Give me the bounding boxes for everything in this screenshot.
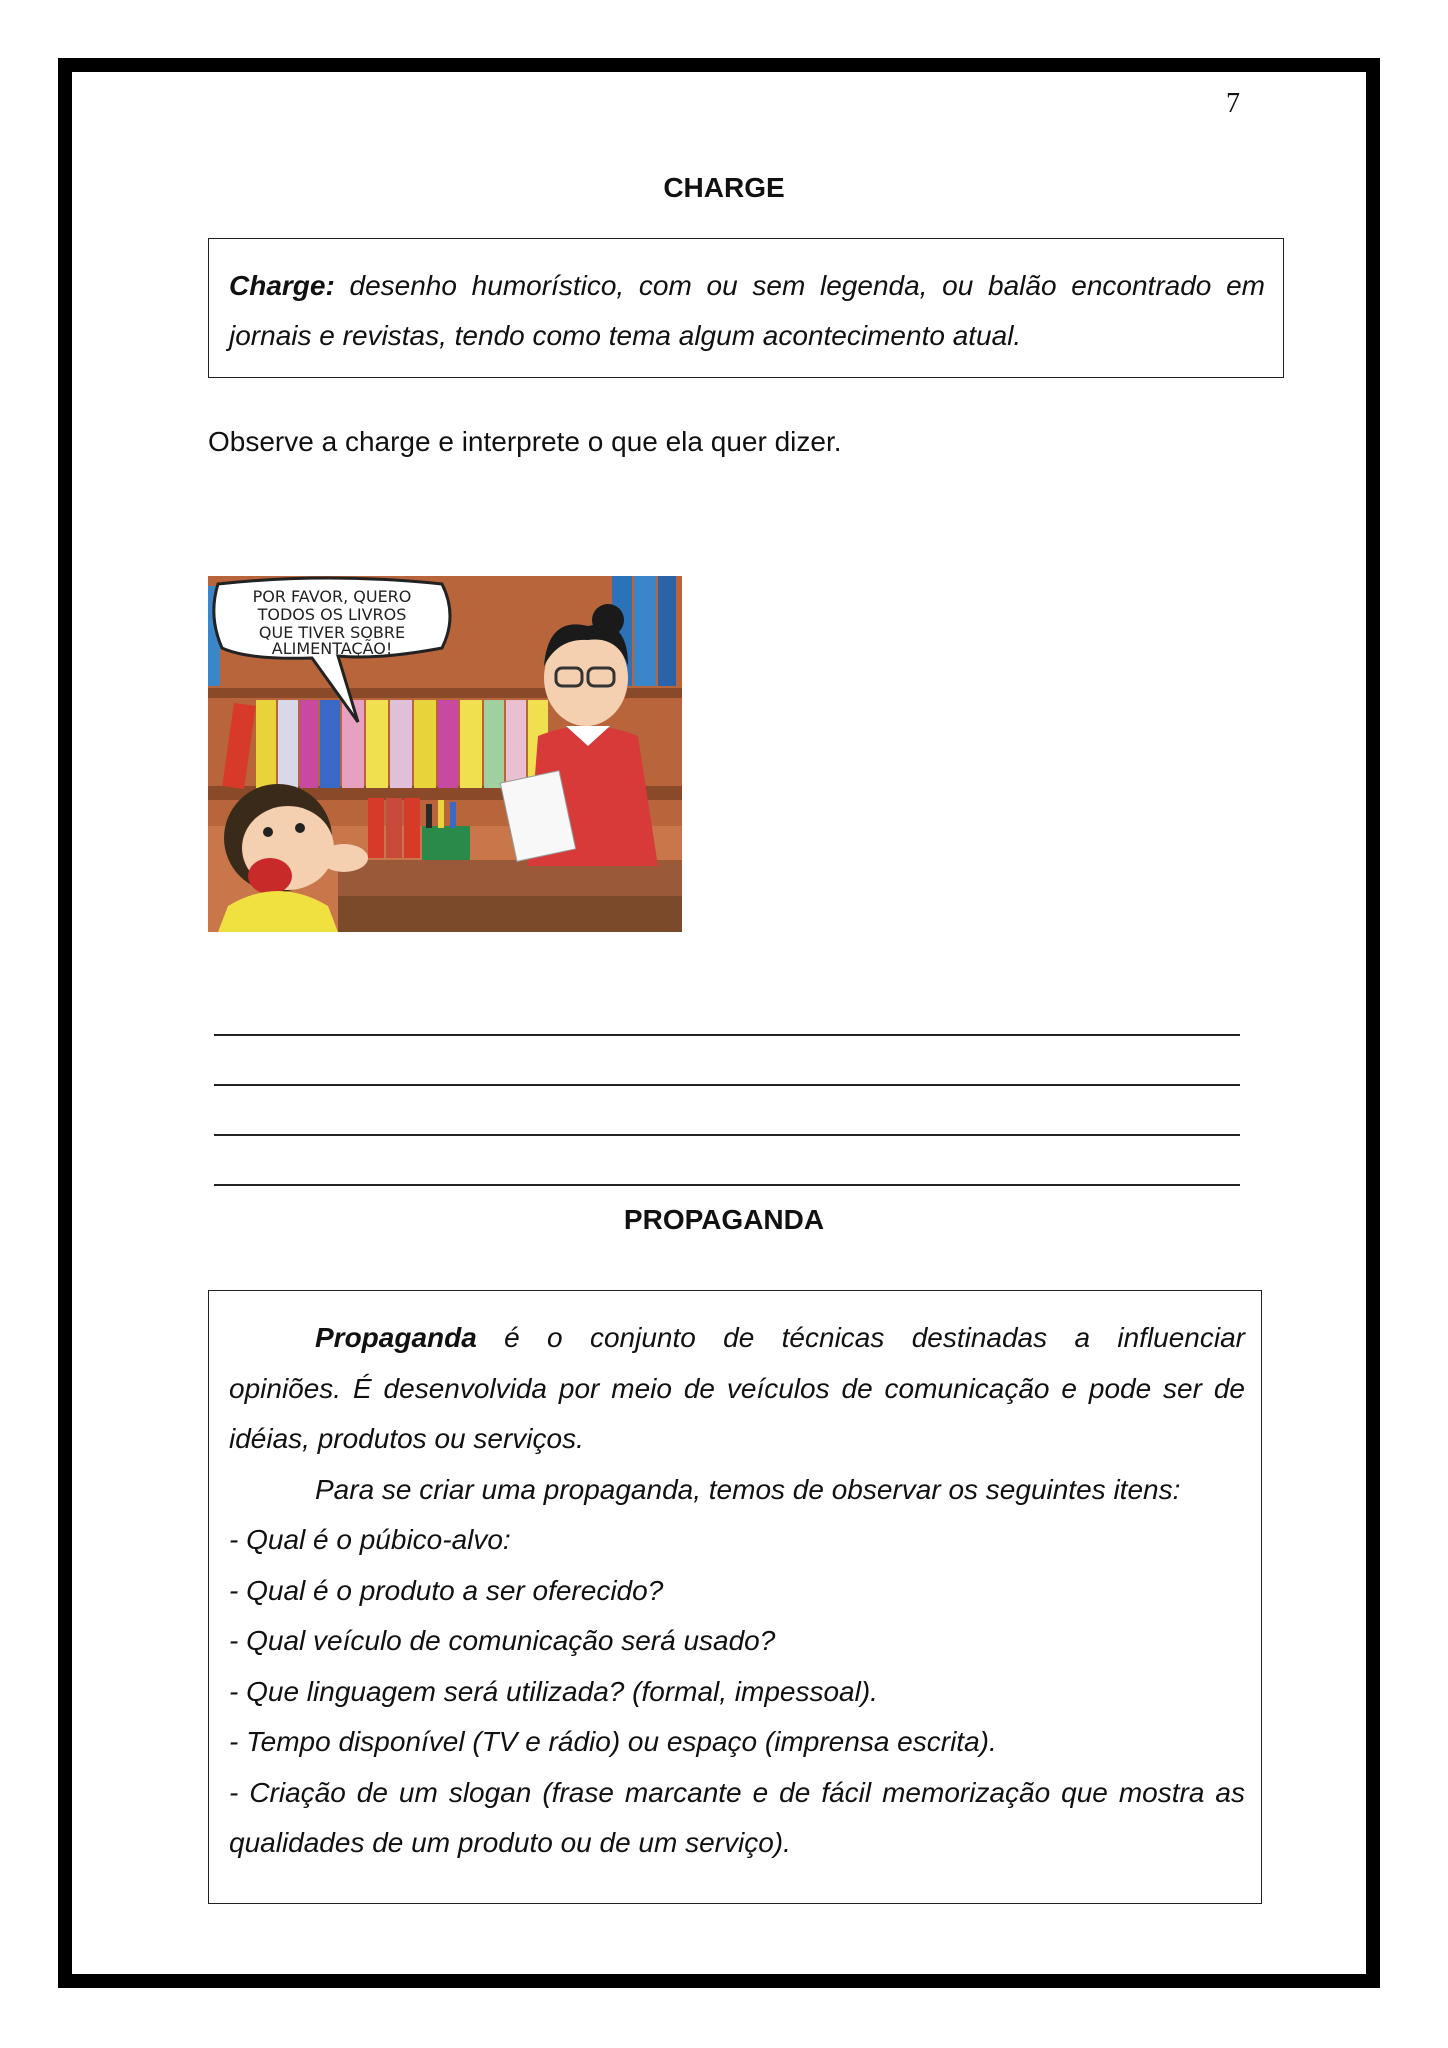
answer-line[interactable] (214, 1134, 1240, 1136)
charge-definition-term: Charge: (229, 270, 335, 301)
comic-speech-line-2: TODOS OS LIVROS (257, 605, 407, 624)
page-number: 7 (1226, 88, 1240, 119)
answer-line[interactable] (214, 1034, 1240, 1036)
propaganda-line-1-text: é o conjunto de técnicas destinadas a influenciar (476, 1322, 1245, 1353)
propaganda-item-slogan: - Criação de um slogan (frase marcante e de fácil memorização que mostra as qualidades de um produto ou de um serviço). (229, 1776, 1245, 1858)
propaganda-item: - Qual é o produto a ser oferecido? (229, 1574, 664, 1606)
answer-line[interactable] (214, 1184, 1240, 1186)
comic-speech-line-4: ALIMENTAÇÃO! (271, 639, 393, 658)
propaganda-line-2: opiniões. É desenvolvida por meio de veículos de comunicação e pode ser de (229, 1372, 1245, 1404)
comic-speech-line-3: QUE TIVER SOBRE (258, 623, 406, 642)
propaganda-intro: Para se criar uma propaganda, temos de observar os seguintes itens: (315, 1473, 1181, 1505)
propaganda-title: PROPAGANDA (623, 1204, 825, 1235)
propaganda-item: - Tempo disponível (TV e rádio) ou espaço (imprensa escrita). (229, 1726, 997, 1757)
comic-image (208, 576, 682, 932)
propaganda-line-3: idéias, produtos ou serviços. (229, 1423, 584, 1454)
propaganda-item: - Qual veículo de comunicação será usado? (229, 1625, 776, 1656)
propaganda-box (208, 1290, 1262, 1904)
comic-speech-line-1: POR FAVOR, QUERO (252, 587, 412, 606)
charge-title: CHARGE (663, 172, 785, 203)
propaganda-item: - Qual é o púbico-alvo: (229, 1524, 511, 1555)
propaganda-item: - Que linguagem será utilizada? (formal, impessoal). (229, 1675, 878, 1707)
propaganda-line-1 (229, 1313, 1245, 1364)
charge-definition-box (208, 238, 1284, 378)
propaganda-term: Propaganda (315, 1322, 477, 1353)
charge-instruction: Observe a charge e interprete o que ela quer dizer. (208, 426, 842, 457)
answer-line[interactable] (214, 1084, 1240, 1086)
charge-definition-text: desenho humorístico, com ou sem legenda, ou balão encontrado em jornais e revistas, tendo como tema algum acontecimento atual. (229, 270, 1265, 351)
